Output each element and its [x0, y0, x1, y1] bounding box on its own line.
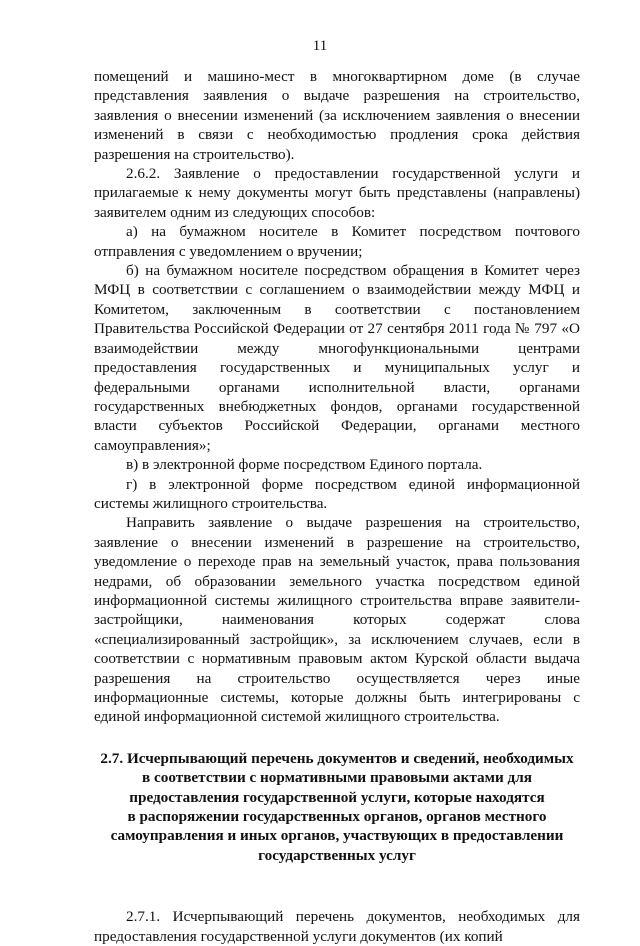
- section-heading-line: самоуправления и иных органов, участвующих в предоставлении: [110, 827, 564, 845]
- paragraph-method-a: а) на бумажном носителе в Комитет посредством почтового отправления с уведомлением о вручении;: [94, 223, 580, 260]
- paragraph-2-6-2: 2.6.2. Заявление о предоставлении государственной услуги и прилагаемые к нему документы могут быть представлены (направлены) заявителем одним из следующих способов:: [94, 165, 580, 221]
- paragraph-developers: Направить заявление о выдаче разрешения на строительство, заявление о внесении изменений в разрешение на строительство, уведомление о переходе прав на земельный участок, права пользования недрами, об образовании земельного участка посредством единой информационной системы жилищного строительства вправе заявители-застройщики, наименования которых содержат слова «специализированный застройщик», за исключением случаев, если в соответствии с нормативным правовым актом Курской области выдача разрешения на строительство осуществляется через иные информационные системы, которые должны быть интегрированы с единой информационной системой жилищного строительства.: [94, 514, 580, 726]
- paragraph-method-b: б) на бумажном носителе посредством обращения в Комитет через МФЦ в соответствии с соглашением о взаимодействии между МФЦ и Комитетом, заключенным в соответствии с постановлением Правительства Российской Федерации от 27 сентября 2011 года № 797 «О взаимодействии между многофункциональными центрами предоставления государственных и муниципальных услуг и федеральными органами исполнительной власти, органами государственных внебюджетных фондов, органами государственной власти субъектов Российской Федерации, органами местного самоуправления»;: [94, 262, 580, 454]
- section-heading-line: в распоряжении государственных органов, органов местного: [127, 808, 547, 826]
- paragraph-method-v: в) в электронной форме посредством Единого портала.: [126, 456, 483, 474]
- paragraph-continuation: помещений и машино-мест в многоквартирном доме (в случае представления заявления о выдаче разрешения на строительство, заявления о внесении изменений (за исключением заявления о внесении изменений в связи с необходимостью продления срока действия разрешения на строительство).: [94, 68, 580, 163]
- document-body: [94, 67, 580, 946]
- page-number: 11: [312, 38, 328, 54]
- paragraph-2-7-1: 2.7.1. Исчерпывающий перечень документов, необходимых для предоставления государственной услуги документов (их копий: [94, 908, 580, 945]
- section-heading-line: предоставления государственной услуги, которые находятся: [129, 788, 545, 806]
- section-heading-line: государственных услуг: [258, 846, 416, 864]
- section-heading-2-7: [94, 749, 580, 865]
- section-heading-line: 2.7. Исчерпывающий перечень документов и сведений, необходимых: [100, 749, 574, 767]
- section-heading-line: в соответствии с нормативными правовыми актами для: [142, 769, 532, 787]
- paragraph-method-g: г) в электронной форме посредством единой информационной системы жилищного строительства.: [94, 475, 580, 512]
